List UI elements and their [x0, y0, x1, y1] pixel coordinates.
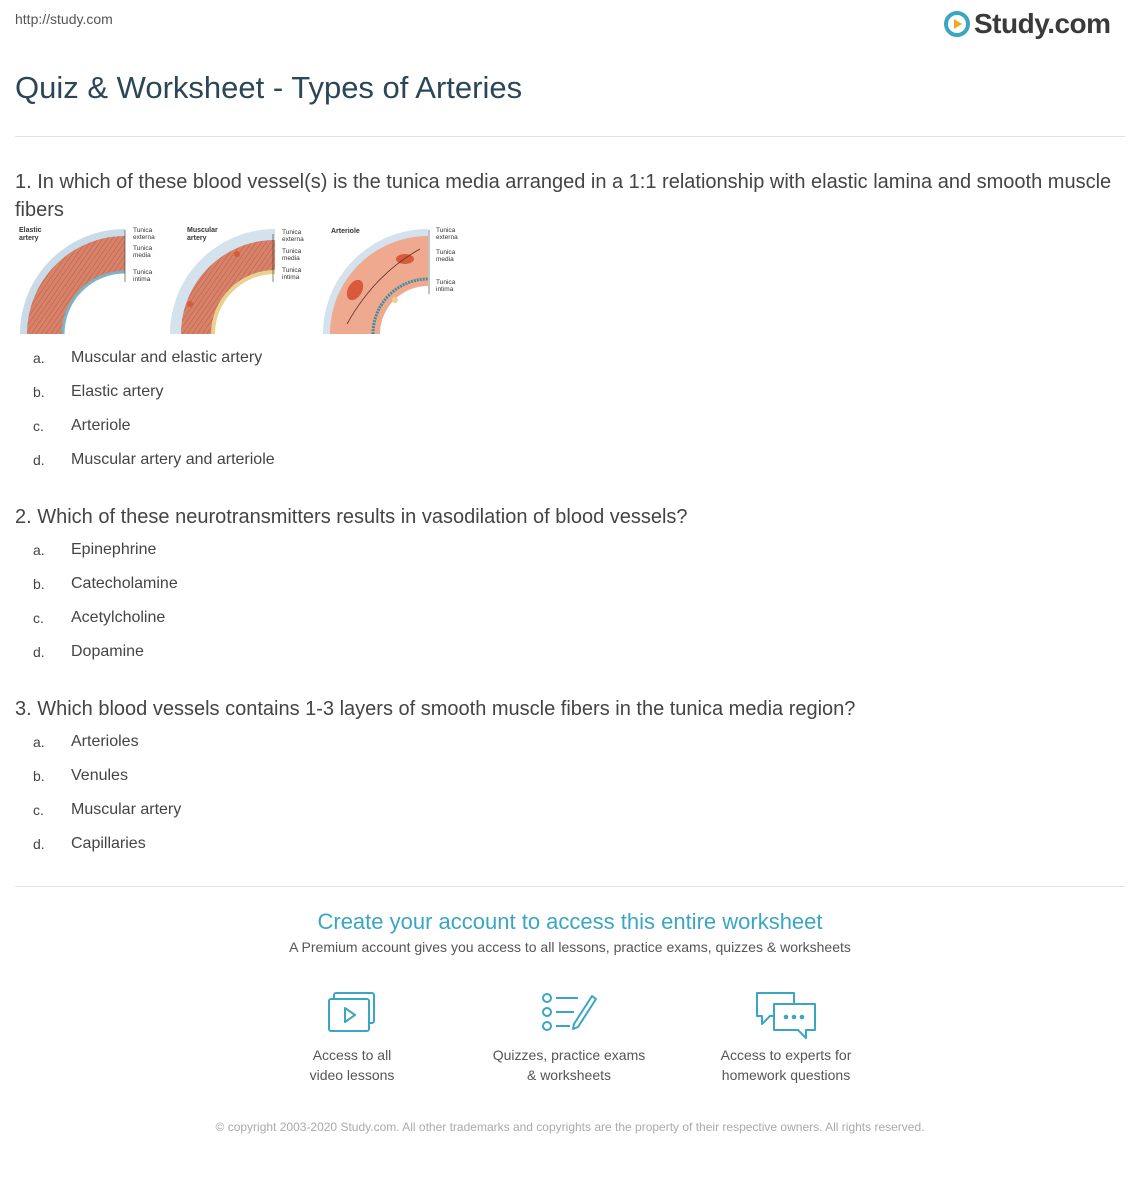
choice-1c[interactable] — [0, 409, 1000, 443]
feature-video-lessons — [252, 990, 452, 1085]
panel-2-label-2b: media — [282, 255, 300, 262]
study-logo[interactable] — [944, 8, 1111, 40]
artery-diagram — [15, 224, 475, 336]
arteriole-panel — [323, 227, 458, 334]
create-account-link[interactable]: Create your account to access this entire worksheet — [317, 909, 823, 934]
panel-1-title-2: artery — [19, 235, 39, 242]
feature-label-line1: Access to all — [312, 1047, 392, 1063]
choice-letter: a. — [33, 350, 45, 366]
panel-1-label-3a: Tunica — [133, 269, 153, 276]
elastic-artery-panel — [19, 227, 155, 334]
choice-2a[interactable] — [0, 533, 1000, 567]
choice-letter: b. — [33, 768, 45, 784]
panel-1-label-2a: Tunica — [133, 245, 153, 252]
choice-letter: d. — [33, 836, 45, 852]
choice-text: Catecholamine — [71, 575, 178, 592]
feature-quizzes — [469, 990, 669, 1085]
choice-letter: a. — [33, 542, 45, 558]
choice-1b[interactable] — [0, 375, 1000, 409]
choice-1d[interactable] — [0, 443, 1000, 477]
choice-1a[interactable] — [0, 341, 1000, 375]
question-2-choices — [0, 533, 1000, 669]
feature-experts — [686, 990, 886, 1085]
muscular-artery-panel — [170, 227, 304, 334]
copyright-notice: © copyright 2003-2020 Study.com. All other trademarks and copyrights are the property of their respective owners. All rights reserved. — [215, 1120, 925, 1134]
panel-1-label-2b: media — [133, 252, 151, 259]
choice-text: Muscular artery and arteriole — [71, 451, 275, 468]
choice-text: Acetylcholine — [71, 609, 166, 626]
question-3-choices — [0, 725, 1000, 861]
panel-2-title-2: artery — [187, 235, 207, 242]
question-1-choices — [0, 341, 1000, 477]
page-title: Quiz & Worksheet - Types of Arteries — [15, 70, 523, 105]
panel-3-label-3b: intima — [436, 286, 454, 293]
choice-2d[interactable] — [0, 635, 1000, 669]
choice-letter: b. — [33, 384, 45, 400]
panel-3-label-2b: media — [436, 256, 454, 263]
panel-1-label-1b: externa — [133, 234, 155, 241]
choice-2b[interactable] — [0, 567, 1000, 601]
choice-text: Capillaries — [71, 835, 146, 852]
panel-3-title-1: Arteriole — [331, 228, 360, 235]
question-3-text: 3. Which blood vessels contains 1-3 layers of smooth muscle fibers in the tunica media region? — [15, 698, 856, 720]
panel-2-title-1: Muscular — [187, 227, 218, 234]
feature-label-line2: & worksheets — [526, 1067, 612, 1083]
panel-1-label-1a: Tunica — [133, 227, 153, 234]
panel-2-label-3a: Tunica — [282, 267, 302, 274]
choice-3c[interactable] — [0, 793, 1000, 827]
choice-text: Arteriole — [71, 417, 131, 434]
choice-letter: a. — [33, 734, 45, 750]
site-url[interactable]: http://study.com — [15, 11, 113, 27]
choice-2c[interactable] — [0, 601, 1000, 635]
choice-text: Muscular and elastic artery — [71, 349, 263, 366]
chat-bubbles-icon — [754, 990, 818, 1042]
choice-text: Epinephrine — [71, 541, 157, 558]
question-1-text: 1. In which of these blood vessel(s) is the tunica media arranged in a 1:1 relationship with elastic lamina and smooth muscle fibers — [15, 171, 1112, 221]
choice-text: Muscular artery — [71, 801, 182, 818]
choice-text: Dopamine — [71, 643, 144, 660]
choice-text: Arterioles — [71, 733, 139, 750]
divider — [15, 886, 1125, 887]
choice-letter: b. — [33, 576, 45, 592]
choice-letter: d. — [33, 452, 45, 468]
panel-3-label-1b: externa — [436, 234, 458, 241]
play-circle-icon — [944, 11, 970, 37]
feature-label-line1: Access to experts for — [720, 1047, 852, 1063]
panel-1-title-1: Elastic — [19, 227, 42, 234]
choice-text: Venules — [71, 767, 128, 784]
choice-letter: c. — [33, 802, 44, 818]
panel-3-label-2a: Tunica — [436, 249, 456, 256]
panel-3-label-1a: Tunica — [436, 227, 456, 234]
logo-text: Study.com — [974, 8, 1111, 39]
feature-label-line1: Quizzes, practice exams — [492, 1047, 646, 1063]
premium-description: A Premium account gives you access to all lessons, practice exams, quizzes & worksheets — [289, 939, 851, 955]
panel-1-label-3b: intima — [133, 276, 151, 283]
feature-label-line2: homework questions — [721, 1067, 851, 1083]
choice-letter: d. — [33, 644, 45, 660]
divider — [15, 136, 1125, 137]
choice-letter: c. — [33, 418, 44, 434]
panel-2-label-1b: externa — [282, 236, 304, 243]
choice-3d[interactable] — [0, 827, 1000, 861]
video-lessons-icon — [326, 990, 378, 1036]
quiz-list-icon — [540, 990, 598, 1036]
panel-2-label-2a: Tunica — [282, 248, 302, 255]
choice-3a[interactable] — [0, 725, 1000, 759]
choice-letter: c. — [33, 610, 44, 626]
panel-3-label-3a: Tunica — [436, 279, 456, 286]
question-2-text: 2. Which of these neurotransmitters results in vasodilation of blood vessels? — [15, 506, 688, 528]
panel-2-label-3b: intima — [282, 274, 300, 281]
choice-text: Elastic artery — [71, 383, 164, 400]
panel-2-label-1a: Tunica — [282, 229, 302, 236]
feature-label-line2: video lessons — [309, 1067, 395, 1083]
choice-3b[interactable] — [0, 759, 1000, 793]
